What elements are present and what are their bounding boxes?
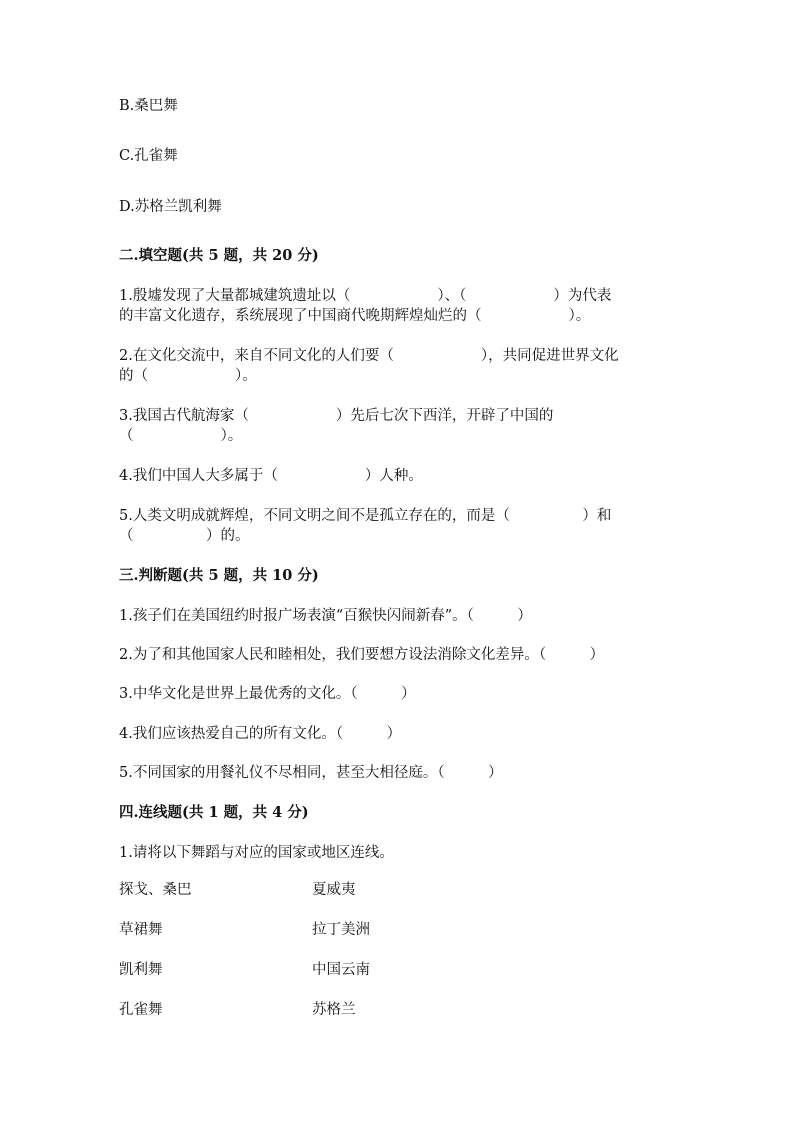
match-left-3: 凯利舞 xyxy=(119,962,163,978)
fill-q2-line1: 2.在文化交流中，来自不同文化的人们要（ ），共同促进世界文化 xyxy=(119,348,619,364)
fill-q3-line1: 3.我国古代航海家（ ）先后七次下西洋，开辟了中国的 xyxy=(119,408,554,424)
fill-q4: 4.我们中国人大多属于（ ）人种。 xyxy=(119,468,423,484)
judge-q2: 2.为了和其他国家人民和睦相处，我们要想方设法消除文化差异。（ ） xyxy=(119,647,605,663)
match-right-3: 中国云南 xyxy=(312,962,370,978)
fill-q3-line2: （ ）。 xyxy=(119,428,243,444)
match-right-4: 苏格兰 xyxy=(312,1002,356,1018)
fill-q2-line2: 的（ ）。 xyxy=(119,368,257,384)
match-left-4: 孔雀舞 xyxy=(119,1002,163,1018)
judge-q1: 1.孩子们在美国纽约时报广场表演“百猴快闪闹新春”。（ ） xyxy=(119,608,532,624)
match-right-2: 拉丁美洲 xyxy=(312,922,370,938)
section-title-judgment: 三.判断题(共 5 题，共 10 分) xyxy=(119,567,319,584)
match-left-1: 探戈、桑巴 xyxy=(119,882,192,898)
fill-q5-line2: （ ）的。 xyxy=(119,528,250,544)
option-b: B.桑巴舞 xyxy=(119,98,178,114)
option-d: D.苏格兰凯利舞 xyxy=(119,199,222,215)
section-title-fill-blank: 二.填空题(共 5 题，共 20 分) xyxy=(119,247,319,264)
match-right-1: 夏威夷 xyxy=(312,882,356,898)
fill-q1-line2: 的丰富文化遗存，系统展现了中国商代晚期辉煌灿烂的（ ）。 xyxy=(119,308,591,324)
section-title-matching: 四.连线题(共 1 题，共 4 分) xyxy=(119,804,309,821)
judge-q3: 3.中华文化是世界上最优秀的文化。（ ） xyxy=(119,686,416,702)
judge-q5: 5.不同国家的用餐礼仪不尽相同，甚至大相径庭。（ ） xyxy=(119,765,503,781)
fill-q5-line1: 5.人类文明成就辉煌，不同文明之间不是孤立存在的，而是（ ）和 xyxy=(119,508,612,524)
match-q1: 1.请将以下舞蹈与对应的国家或地区连线。 xyxy=(119,845,394,861)
judge-q4: 4.我们应该热爱自己的所有文化。（ ） xyxy=(119,726,402,742)
fill-q1-line1: 1.殷墟发现了大量都城建筑遗址以（ ）、（ ）为代表 xyxy=(119,288,612,304)
option-c: C.孔雀舞 xyxy=(119,148,178,164)
match-left-2: 草裙舞 xyxy=(119,922,163,938)
